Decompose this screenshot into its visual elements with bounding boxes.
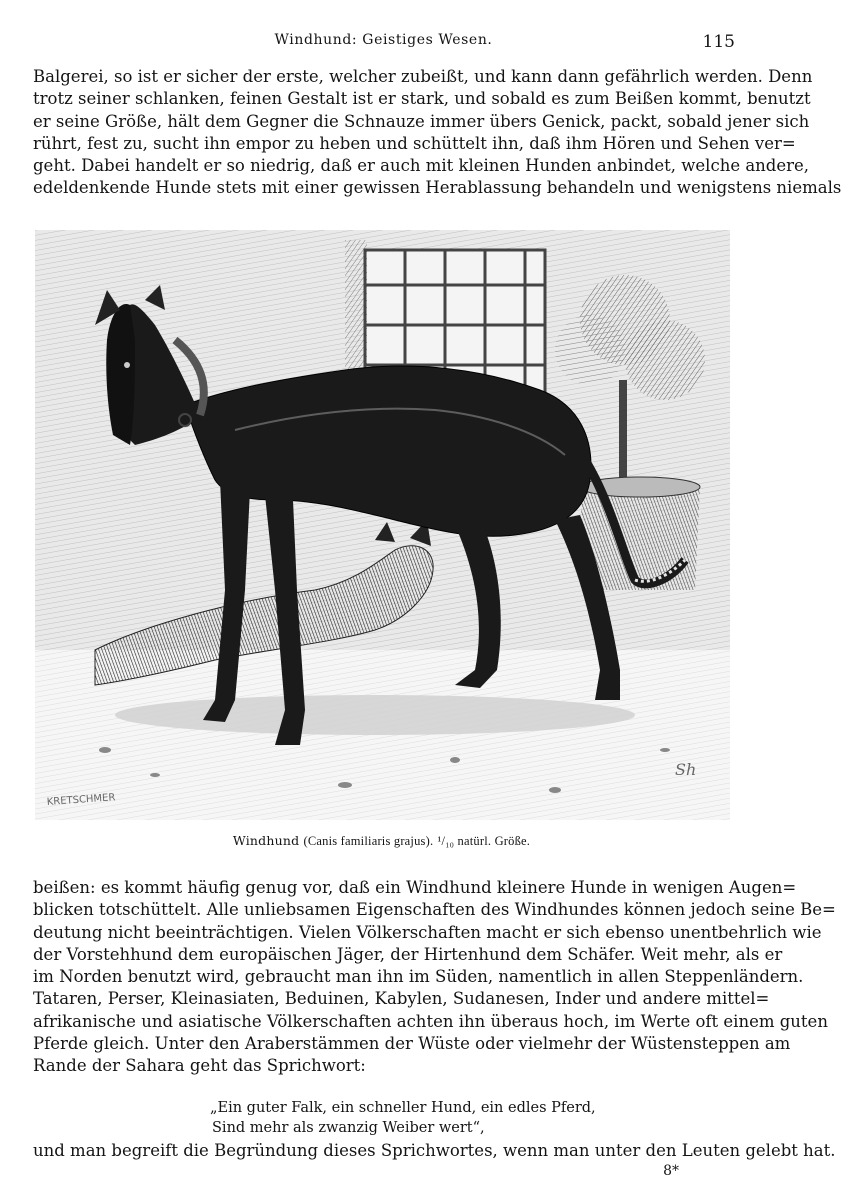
figure-caption: [0, 833, 763, 849]
greyhound-engraving: [35, 230, 730, 820]
proverb-line: Sind mehr als zwanzig Weiber wert“,: [212, 1120, 485, 1136]
running-title: Windhund: Geistiges Wesen.: [274, 32, 493, 48]
engraving-illustration: [35, 230, 730, 820]
paragraph-end: [33, 1140, 836, 1162]
paragraph-bottom: [33, 877, 836, 1078]
proverb-line: „Ein guter Falk, ein schneller Hund, ein edles Pferd,: [210, 1100, 596, 1116]
text-line: und man begreift die Begründung dieses Sprichwortes, wenn man unter den Leuten gelebt hat.: [33, 1141, 836, 1160]
text-line: Rande der Sahara geht das Sprichwort:: [33, 1056, 366, 1076]
text-line: blicken totschüttelt. Alle unliebsamen Eigenschaften des Windhundes können jedoch seine Be=: [33, 900, 836, 920]
text-line: der Vorstehhund dem europäischen Jäger, der Hirtenhund dem Schäfer. Weit mehr, als er: [33, 944, 783, 964]
text-line: geht. Dabei handelt er so niedrig, daß er auch mit kleinen Hunden anbindet, welche andere,: [33, 156, 810, 176]
text-line: beißen: es kommt häufig genug vor, daß ein Windhund kleinere Hunde in wenigen Augen=: [33, 878, 797, 897]
signature-mark: 8*: [663, 1163, 679, 1179]
text-line: afrikanische und asiatische Völkerschaften achten ihn überaus hoch, im Werte oft einem guten: [33, 1011, 828, 1031]
text-line: deutung nicht beeinträchtigen. Vielen Völkerschaften macht er sich ebenso unentbehrlich wie: [33, 922, 822, 942]
text-line: edeldenkende Hunde stets mit einer gewissen Herablassung behandeln und wenigstens niemals: [33, 178, 841, 198]
proverb-quote: [210, 1098, 596, 1138]
page-number: 115: [702, 32, 735, 52]
text-line: Tataren, Perser, Kleinasiaten, Beduinen, Kabylen, Sudanesen, Inder und andere mittel=: [33, 989, 770, 1009]
running-head: [32, 32, 735, 52]
text-line: Balgerei, so ist er sicher der erste, welcher zubeißt, und kann dann gefährlich werden. Denn: [33, 67, 813, 86]
svg-text:Sh: Sh: [675, 760, 697, 779]
caption-latin: (Canis familiaris grajus).: [303, 834, 434, 848]
text-line: im Norden benutzt wird, gebraucht man ihn im Süden, namentlich in allen Steppenländern.: [33, 967, 804, 987]
text-line: Pferde gleich. Unter den Araberstämmen der Wüste oder vielmehr der Wüstensteppen am: [33, 1034, 791, 1054]
text-line: rührt, fest zu, sucht ihn empor zu heben und schüttelt ihn, daß ihm Hören und Sehen ver=: [33, 133, 796, 153]
text-line: trotz seiner schlanken, feinen Gestalt ist er stark, und sobald es zum Beißen kommt, benutzt: [33, 89, 811, 109]
paragraph-top: [33, 66, 841, 200]
text-line: er seine Größe, hält dem Gegner die Schnauze immer übers Genick, packt, sobald jener sich: [33, 111, 810, 131]
svg-text:KRETSCHMER: KRETSCHMER: [46, 792, 116, 808]
caption-name: Windhund: [232, 833, 300, 848]
caption-scale: ¹/₁₀ natürl. Größe.: [437, 834, 531, 848]
